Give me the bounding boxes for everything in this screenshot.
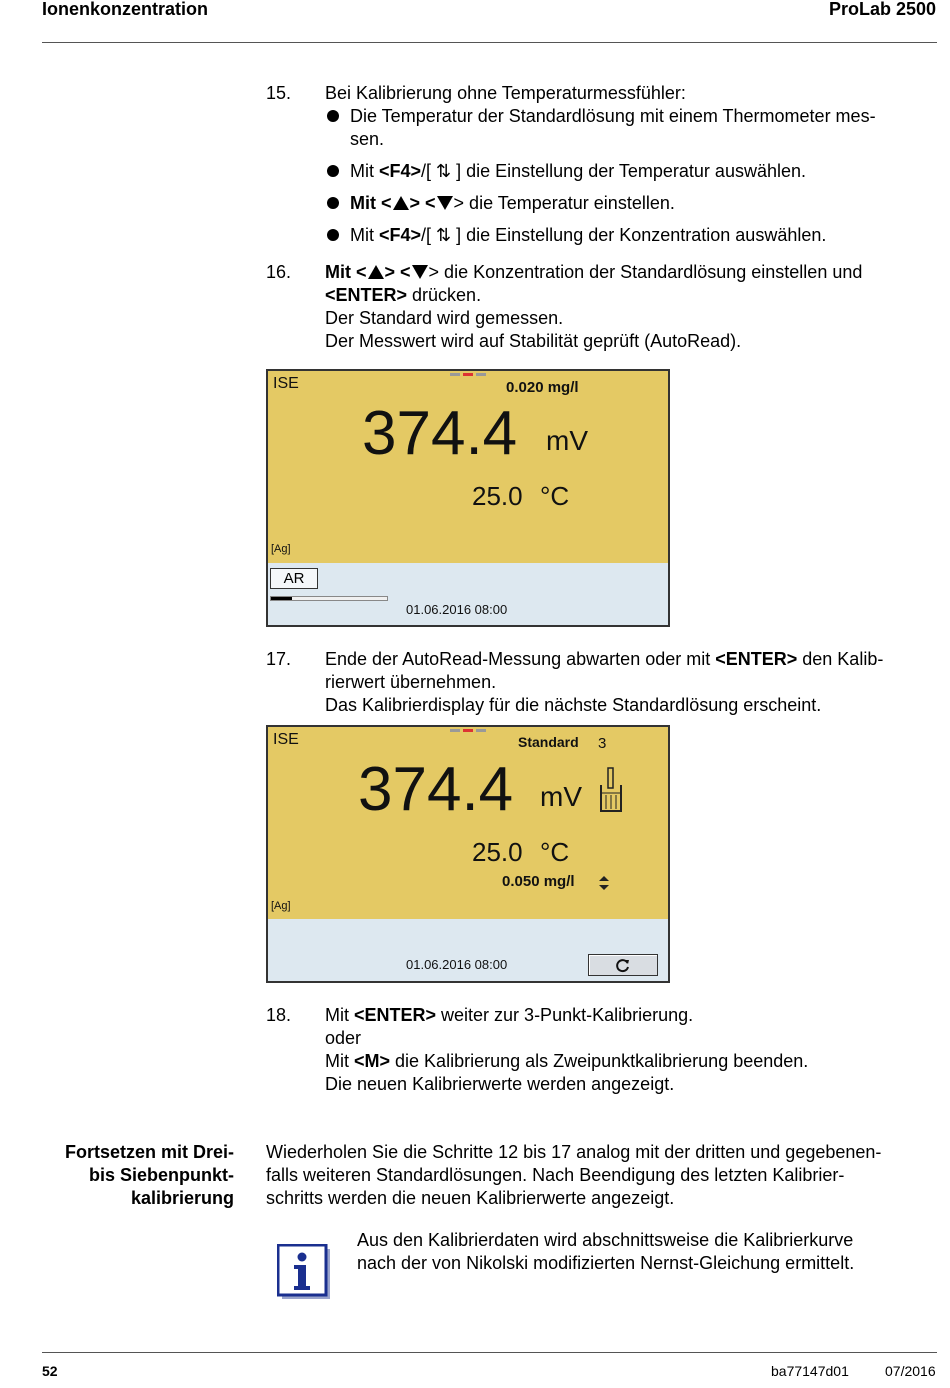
temperature-unit: °C xyxy=(540,837,570,867)
device-display-measuring xyxy=(266,369,670,627)
side-heading-line-1: Fortsetzen mit Drei- xyxy=(64,1142,234,1162)
autoread-indicator: AR xyxy=(270,568,318,589)
temperature-value: 25.0 xyxy=(472,481,523,511)
section-paragraph-line-1: Wiederholen Sie die Schritte 12 bis 17 analog mit der dritten und gegebenen- xyxy=(266,1142,882,1162)
arrow-up-icon xyxy=(393,196,409,210)
standard-number: 3 xyxy=(598,735,607,752)
step-16-line-1: Mit < > < > die Konzentration der Standardlösung einstellen und xyxy=(325,262,863,282)
arrow-down-icon xyxy=(412,265,428,279)
document-date: 07/2016 xyxy=(885,1363,936,1379)
temperature-unit: °C xyxy=(540,481,570,511)
info-note-line-1: Aus den Kalibrierdaten wird abschnittsweise die Kalibrierkurve xyxy=(357,1230,854,1250)
arrow-up-icon xyxy=(368,265,384,279)
info-note-line-2: nach der von Nikolski modifizierten Nernst-Gleichung ermittelt. xyxy=(357,1253,855,1273)
up-down-adjust-icon xyxy=(597,875,611,891)
bullet-icon xyxy=(327,197,339,209)
mode-label: ISE xyxy=(273,731,299,748)
header-chapter: Ionenkonzentration xyxy=(42,0,208,19)
document-id: ba77147d01 xyxy=(771,1363,849,1379)
display-status-area xyxy=(268,919,668,981)
bullet-icon xyxy=(327,110,339,122)
stability-indicator xyxy=(450,373,488,377)
step-18-line-1: Mit <ENTER> weiter zur 3-Punkt-Kalibrierung. xyxy=(325,1005,694,1025)
measured-unit: mV xyxy=(540,781,582,812)
step-16-number: 16. xyxy=(266,262,292,282)
section-paragraph-line-3: schritts werden die neuen Kalibrierwerte angezeigt. xyxy=(266,1188,675,1208)
footer-rule xyxy=(42,1352,937,1353)
measured-unit: mV xyxy=(546,425,588,456)
measured-value: 374.4 xyxy=(358,755,514,824)
section-paragraph-line-2: falls weiteren Standardlösungen. Nach Beendigung des letzten Kalibrier- xyxy=(266,1165,845,1185)
info-icon xyxy=(277,1244,331,1300)
bullet-icon xyxy=(327,165,339,177)
device-display-calibration xyxy=(266,725,670,983)
step-15-bullet-2: Mit <F4>/[ ⇅ ] die Einstellung der Temperatur auswählen. xyxy=(350,161,806,181)
measured-value: 374.4 xyxy=(362,399,518,468)
header-product: ProLab 2500 xyxy=(828,0,936,19)
temperature-value: 25.0 xyxy=(472,837,523,867)
step-15-bullet-1-line-1: Die Temperatur der Standardlösung mit einem Thermometer mes- xyxy=(350,106,876,126)
step-17-line-3: Das Kalibrierdisplay für die nächste Standardlösung erscheint. xyxy=(325,695,822,715)
concentration-readout: 0.050 mg/l xyxy=(502,873,575,890)
ion-label: [Ag] xyxy=(271,543,291,555)
autoread-progress-bar xyxy=(270,596,388,601)
step-15-bullet-3: Mit < > < > die Temperatur einstellen. xyxy=(350,193,675,213)
ion-label: [Ag] xyxy=(271,900,291,912)
datetime: 01.06.2016 08:00 xyxy=(406,957,508,972)
side-heading-line-3: kalibrierung xyxy=(130,1188,234,1208)
step-18-line-2: oder xyxy=(325,1028,362,1048)
refresh-softkey xyxy=(588,954,658,976)
step-16-line-4: Der Messwert wird auf Stabilität geprüft (AutoRead). xyxy=(325,331,742,351)
beaker-electrode-icon xyxy=(598,767,624,815)
step-17-line-1: Ende der AutoRead-Messung abwarten oder mit <ENTER> den Kalib- xyxy=(325,649,884,669)
standard-label: Standard xyxy=(518,734,579,750)
step-17-number: 17. xyxy=(266,649,292,669)
step-18-line-4: Die neuen Kalibrierwerte werden angezeigt. xyxy=(325,1074,675,1094)
autoread-progress-fill xyxy=(271,597,292,600)
page-number: 52 xyxy=(42,1363,58,1379)
step-15-bullet-4: Mit <F4>/[ ⇅ ] die Einstellung der Konzentration auswählen. xyxy=(350,225,827,245)
step-18-number: 18. xyxy=(266,1005,292,1025)
arrow-down-icon xyxy=(437,196,453,210)
concentration-readout: 0.020 mg/l xyxy=(506,379,579,396)
step-17-line-2: rierwert übernehmen. xyxy=(325,672,497,692)
step-18-line-3: Mit <M> die Kalibrierung als Zweipunktkalibrierung beenden. xyxy=(325,1051,809,1071)
refresh-icon xyxy=(615,958,631,974)
datetime: 01.06.2016 08:00 xyxy=(406,602,508,617)
side-heading-line-2: bis Siebenpunkt- xyxy=(88,1165,234,1185)
step-16-line-3: Der Standard wird gemessen. xyxy=(325,308,564,328)
display-status-area xyxy=(268,563,668,625)
mode-label: ISE xyxy=(273,375,299,392)
step-16-line-2: <ENTER> drücken. xyxy=(325,285,482,305)
bullet-icon xyxy=(327,229,339,241)
stability-indicator xyxy=(450,729,488,733)
header-rule xyxy=(42,42,937,43)
step-15-number: 15. xyxy=(266,83,292,103)
step-15-text: Bei Kalibrierung ohne Temperaturmessfühler: xyxy=(325,83,686,103)
step-15-bullet-1-line-2: sen. xyxy=(350,129,385,149)
